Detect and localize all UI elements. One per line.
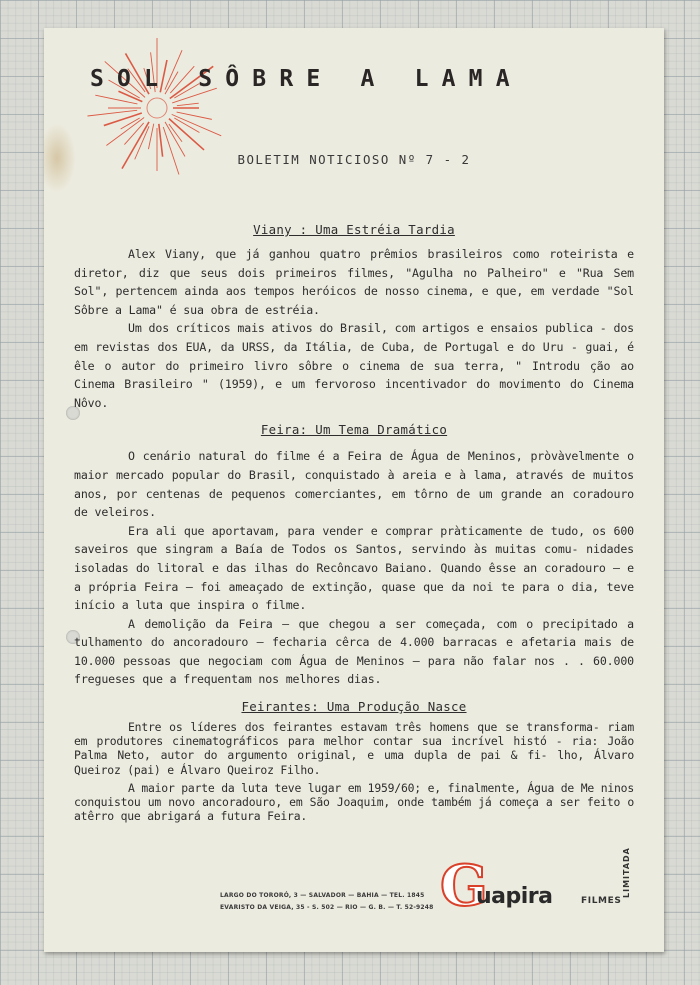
section-heading: Feirantes: Uma Produção Nasce [241, 699, 467, 715]
paragraph: Entre os líderes dos feirantes estavam três homens que se transforma- riam em produtores cinematográficos para melhor contar sua incrível histó - ria: João Palma Neto, autor do argumento original, e uma dupla de pai & fi- lho, Álvaro Queiroz (pai) e Álvaro Queiroz Filho. [74, 720, 634, 777]
section-heading: Viany : Uma Estréia Tardia [253, 222, 455, 237]
document-sheet [44, 28, 664, 952]
film-title: SOL SÔBRE A LAMA [90, 66, 523, 92]
paragraph: A maior parte da luta teve lugar em 1959/60; e, finalmente, Água de Me ninos conquistou um novo ancoradouro, em São Joaquim, onde também já começa a ser feito o atêrro que abrigará a futura Feira. [74, 780, 634, 824]
sun-ray [169, 119, 204, 150]
section-heading: Feira: Um Tema Dramático [260, 422, 448, 438]
bulletin-number: BOLETIM NOTICIOSO Nº 7 - 2 [237, 152, 471, 167]
paragraph: Era ali que aportavam, para vender e comprar pràticamente de tudo, os 600 saveiros que singram a Baía de Todos os Santos, servindo às muitas comu- nidades isoladas do litoral e das ilhas do Recôncavo Baiano. Quando êsse an coradouro — e a própria Feira — foi ameaçado de extinção, quase que da noi te para o dia, teve início a luta que inspira o filme. [74, 523, 634, 613]
address-line: LARGO DO TORORÓ, 3 — SALVADOR — BAHIA — TEL. 1845 [220, 892, 425, 899]
paragraph: Um dos críticos mais ativos do Brasil, com artigos e ensaios publica - dos em revistas dos EUA, da URSS, da Itália, de Cuba, de Portugal e do Uru - guai, é êle o autor do primeiro livro sôbre o cinema de sua terra, " Introdu ção ao Cinema Brasileiro " (1959), e um fervoroso incentivador do movimento do Cinema Nôvo. [74, 321, 634, 410]
logo-limitada: LIMITADA [622, 847, 631, 898]
sun-ray [172, 114, 222, 135]
sun-ray [177, 103, 199, 106]
sun-ray [124, 123, 143, 145]
section-viany [74, 222, 634, 412]
guapira-logo [436, 847, 646, 934]
paragraph: A demolição da Feira — que chegou a ser começada, com o precipitado a tulhamento do ancoradouro — fecharia cêrca de 4.000 barracas e afetaria mais de 10.000 pessoas que negociam com Água de Meninos — para não falar nos . . 60.000 fregueses que a frequentam nos melhores dias. [74, 616, 634, 687]
sun-ray [87, 110, 137, 116]
document-body [74, 214, 634, 823]
section-feirantes [74, 699, 634, 823]
section-feira [74, 422, 634, 689]
sun-ray [148, 124, 153, 149]
logo-initial: G [440, 853, 488, 919]
sun-ray [177, 112, 212, 119]
address-line: EVARISTO DA VEIGA, 35 - S. 502 — RIO — G. B. — T. 52-9248 [220, 904, 434, 911]
logo-filmes: FILMES [581, 896, 622, 906]
paragraph: O cenário natural do filme é a Feira de Água de Meninos, pròvàvelmente o maior mercado popular do Brasil, conquistado à areia e à lama, através de muitos anos, por centenas de pequenos comerciantes, em tôrno de um grande an coradouro de veleiros. [74, 449, 634, 520]
logo-word: uapira [476, 884, 553, 909]
sun-core [147, 98, 167, 118]
paragraph: Alex Viany, que já ganhou quatro prêmios brasileiros como roteirista e diretor, diz que seus dois primeiros filmes, "Agulha no Palheiro" e "Rua Sem Sol", pertencem ainda aos tempos heróicos de nosso cinema, e que, em verdade "Sol Sôbre a Lama" é sua obra de estréia. [74, 247, 634, 317]
